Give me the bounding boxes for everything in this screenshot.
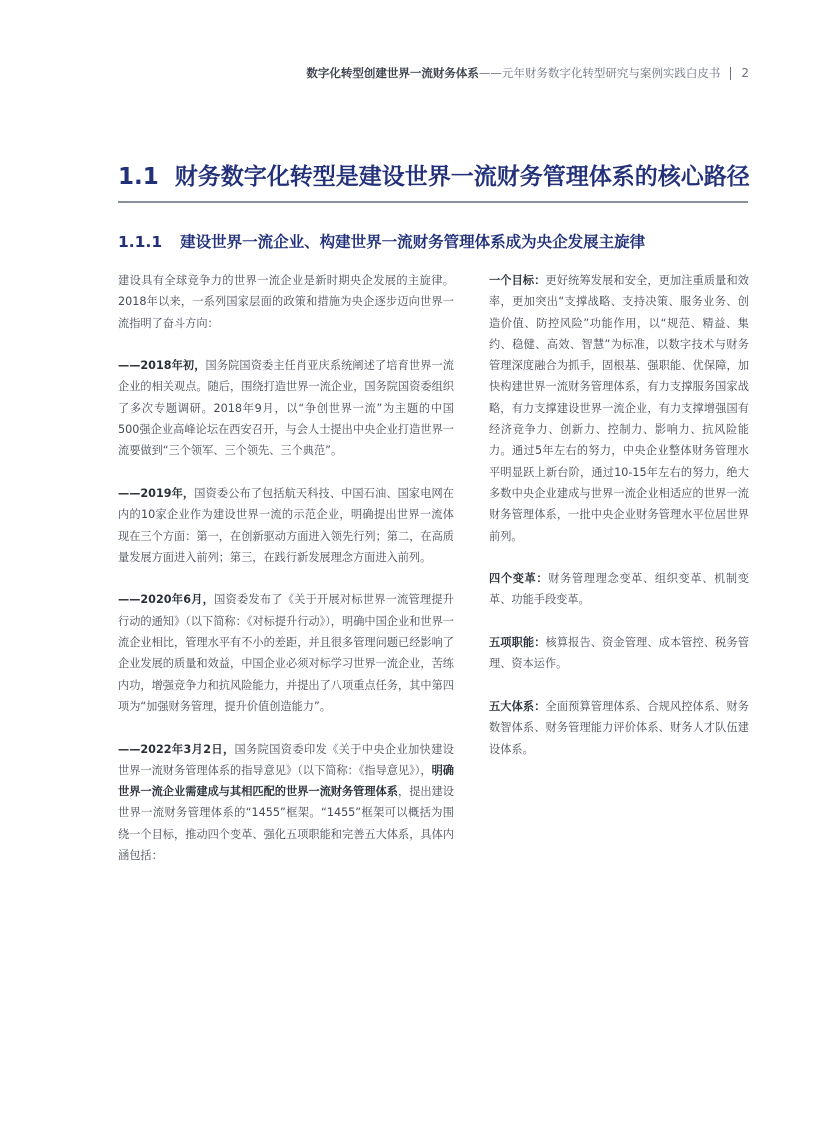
header-divider	[730, 67, 731, 80]
subsection-heading	[118, 230, 645, 254]
paragraph-2022-body-1: 国务院国资委印发《关于中央企业加快建设世界一流财务管理体系的指导意见》（以下简称：《指导意见》），	[118, 742, 454, 777]
paragraph-2019-body: 国资委公布了包括航天科技、中国石油、国家电网在内的10家企业作为建设世界一流的示范企业，明确提出世界一流体现在三个方面：第一，在创新驱动方面进入领先行列；第二，在高质量发展方面进入前列；第三，在践行新发展理念方面进入前列。	[118, 486, 454, 564]
system-lead: 五大体系：	[489, 699, 546, 713]
goal-lead: 一个目标：	[489, 274, 546, 287]
intro-paragraph	[118, 270, 454, 334]
header-subtitle: ——元年财务数字化转型研究与案例实践白皮书	[478, 66, 721, 80]
right-column	[489, 270, 749, 781]
paragraph-2018	[118, 355, 454, 461]
left-column	[118, 270, 454, 888]
goal-body: 更好统筹发展和安全，更加注重质量和效率，更加突出“支撑战略、支持决策、服务业务、创造价值、防控风险”功能作用，以“规范、精益、集约、稳健、高效、智慧”为标准，以数字技术与财务管理深度融合为抓手，固根基、强职能、优保障，加快构建世界一流财务管理体系，有力支撑服务国家战略，有力支撑建设世界一流企业，有力支撑增强国有经济竞争力、创新力、控制力、影响力、抗风险能力。通过5年左右的努力，中央企业整体财务管理水平明显跃上新台阶，通过10-15年左右的努力，绝大多数中央企业建成与世界一流企业相适应的世界一流财务管理体系，一批中央企业财务管理水平位居世界前列。	[489, 274, 749, 543]
section-heading	[118, 160, 758, 194]
paragraph-2018-body: 国务院国资委主任肖亚庆系统阐述了培育世界一流企业的相关观点。随后，围绕打造世界一流企业，国务院国资委组织了多次专题调研。2018年9月，以“争创世界一流”为主题的中国500强企业高峰论坛在西安召开，与会人士提出中央企业打造世界一流要做到“三个领军、三个领先、三个典范”。	[118, 359, 454, 458]
paragraph-2019-lead: ——2019年，	[118, 486, 195, 500]
system-body: 全面预算管理体系、合规风控体系、财务数智体系、财务管理能力评价体系、财务人才队伍建设体系。	[489, 699, 749, 756]
system-paragraph	[489, 696, 749, 760]
goal-paragraph	[489, 270, 749, 547]
paragraph-2022	[118, 739, 454, 867]
function-body: 核算报告、资金管理、成本管控、税务管理、资本运作。	[489, 636, 749, 671]
section-title: 财务数字化转型是建设世界一流财务管理体系的核心路径	[174, 164, 750, 190]
subsection-title: 建设世界一流企业、构建世界一流财务管理体系成为央企发展主旋律	[180, 233, 646, 251]
paragraph-2020-body: 国资委发布了《关于开展对标世界一流管理提升行动的通知》（以下简称：《对标提升行动》），明确中国企业和世界一流企业相比，管理水平有不小的差距，并且很多管理问题已经影响了企业发展的质量和效益，中国企业必须对标学习世界一流企业，苦练内功，增强竞争力和抗风险能力，并提出了八项重点任务，其中第四项为“加强财务管理，提升价值创造能力”。	[118, 593, 454, 713]
paragraph-2022-lead: ——2022年3月2日，	[118, 742, 235, 756]
subsection-number: 1.1.1	[118, 233, 163, 251]
paragraph-2022-body-2: ，提出建设世界一流财务管理体系的“1455”框架。“1455”框架可以概括为围绕一个目标，推动四个变革、强化五项职能和完善五大体系，具体内涵包括：	[118, 785, 454, 863]
paragraph-2020-lead: ——2020年6月，	[118, 593, 215, 607]
paragraph-2022-highlight: 明确世界一流企业需建成与其相匹配的世界一流财务管理体系	[118, 763, 454, 799]
function-lead: 五项职能：	[489, 636, 546, 650]
page-number: 2	[741, 66, 749, 80]
change-body: 财务管理理念变革、组织变革、机制变革、功能手段变革。	[489, 572, 749, 607]
change-paragraph	[489, 568, 749, 611]
intro-text: 建设具有全球竞争力的世界一流企业是新时期央企发展的主旋律。2018年以来，一系列国家层面的政策和措施为央企逐步迈向世界一流指明了奋斗方向：	[118, 274, 454, 330]
section-number: 1.1	[118, 164, 159, 190]
paragraph-2019	[118, 483, 454, 568]
paragraph-2018-lead: ——2018年初，	[118, 359, 206, 373]
function-paragraph	[489, 632, 749, 675]
paragraph-2020	[118, 589, 454, 717]
page-header	[306, 64, 749, 82]
change-lead: 四个变革：	[489, 572, 549, 586]
header-title: 数字化转型创建世界一流财务体系	[306, 66, 479, 80]
section-divider	[118, 201, 748, 203]
